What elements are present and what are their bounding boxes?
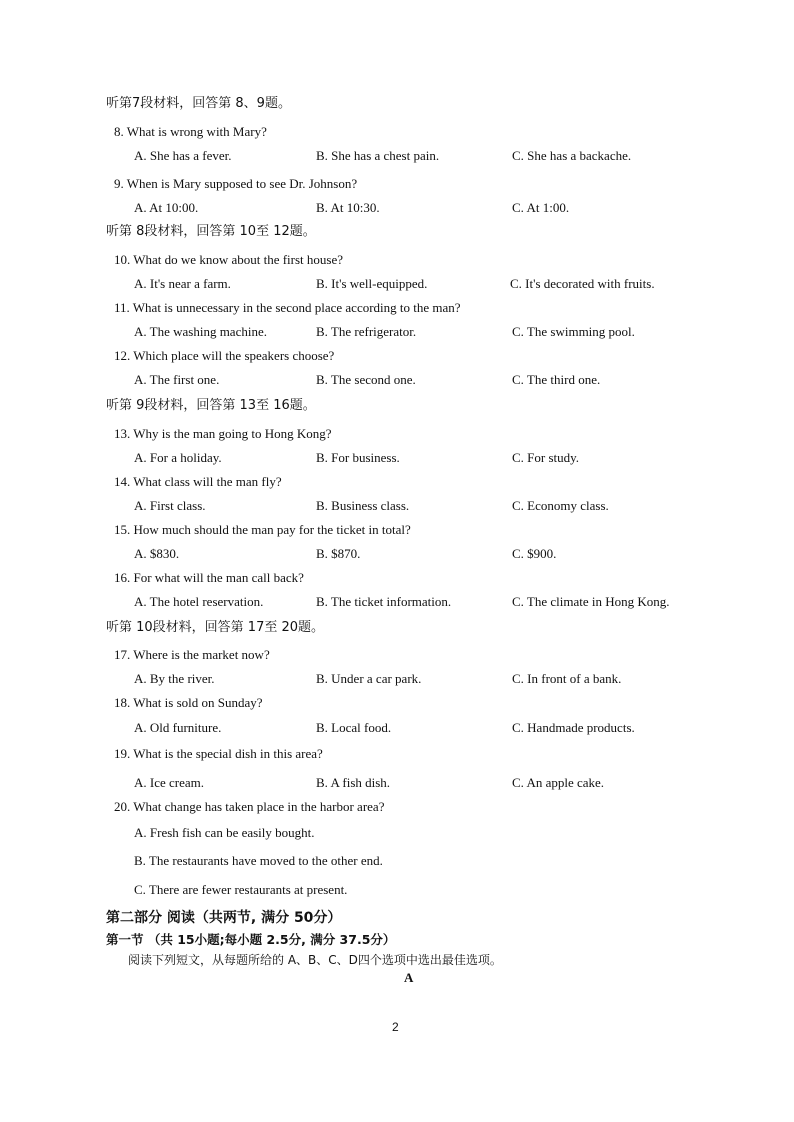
section-title: 第一节 （共 15小题;每小题 2.5分, 满分 37.5分）: [106, 932, 396, 947]
option-a: A. For a holiday.: [134, 450, 222, 465]
option-c: C. An apple cake.: [512, 775, 605, 790]
segment-heading: 听第 9段材料，回答第 13至 16题。: [106, 398, 316, 413]
option-b: B. It's well-equipped.: [316, 276, 428, 291]
option-c: C. The climate in Hong Kong.: [512, 594, 670, 609]
question-16: 16. For what will the man call back?: [114, 570, 304, 585]
option-c: C. For study.: [512, 450, 580, 465]
passage-label: A: [404, 970, 414, 985]
question-19: 19. What is the special dish in this area?: [114, 746, 323, 761]
option-a: A. The washing machine.: [134, 324, 267, 339]
option-a: A. At 10:00.: [134, 200, 199, 215]
question-20: 20. What change has taken place in the harbor area?: [114, 799, 385, 814]
question-17: 17. Where is the market now?: [114, 647, 270, 662]
option-a: A. $830.: [134, 546, 180, 561]
question-15: 15. How much should the man pay for the ticket in total?: [114, 522, 411, 537]
option-b: B. Under a car park.: [316, 671, 422, 686]
option-c: C. $900.: [512, 546, 557, 561]
option-c: C. Economy class.: [512, 498, 609, 513]
option-b: B. The refrigerator.: [316, 324, 417, 339]
option-a: A. By the river.: [134, 671, 215, 686]
option-b: B. Local food.: [316, 720, 392, 735]
option-b: B. She has a chest pain.: [316, 148, 440, 163]
part-title: 第二部分 阅读（共两节, 满分 50分）: [106, 910, 342, 926]
segment-heading: 听第7段材料，回答第 8、9题。: [106, 96, 291, 111]
segment-heading: 听第 8段材料，回答第 10至 12题。: [106, 224, 316, 239]
option-b: B. The second one.: [316, 372, 416, 387]
instruction-text: 阅读下列短文，从每题所给的 A、B、C、D四个选项中选出最佳选项。: [128, 953, 502, 967]
option-b: B. For business.: [316, 450, 400, 465]
option-a: A. Ice cream.: [134, 775, 205, 790]
option-b: B. Business class.: [316, 498, 410, 513]
option-b: B. A fish dish.: [316, 775, 391, 790]
question-9: 9. When is Mary supposed to see Dr. Johnson?: [114, 176, 358, 191]
question-8: 8. What is wrong with Mary?: [114, 124, 267, 139]
option-b: B. The restaurants have moved to the other end.: [134, 853, 383, 868]
question-13: 13. Why is the man going to Hong Kong?: [114, 426, 332, 441]
option-c: C. The swimming pool.: [512, 324, 635, 339]
option-b: B. At 10:30.: [316, 200, 380, 215]
option-a: A. The hotel reservation.: [134, 594, 264, 609]
option-b: B. $870.: [316, 546, 361, 561]
option-b: B. The ticket information.: [316, 594, 452, 609]
option-c: C. Handmade products.: [512, 720, 635, 735]
option-c: C. It's decorated with fruits.: [510, 276, 655, 291]
option-a: A. Fresh fish can be easily bought.: [134, 825, 315, 840]
option-a: A. Old furniture.: [134, 720, 222, 735]
question-14: 14. What class will the man fly?: [114, 474, 282, 489]
option-a: A. She has a fever.: [134, 148, 232, 163]
segment-heading: 听第 10段材料，回答第 17至 20题。: [106, 620, 325, 635]
page-number: 2: [392, 1020, 399, 1034]
question-18: 18. What is sold on Sunday?: [114, 695, 263, 710]
option-c: C. The third one.: [512, 372, 601, 387]
question-12: 12. Which place will the speakers choose?: [114, 348, 335, 363]
option-a: A. It's near a farm.: [134, 276, 231, 291]
question-10: 10. What do we know about the first house?: [114, 252, 344, 267]
option-c: C. At 1:00.: [512, 200, 570, 215]
question-11: 11. What is unnecessary in the second place according to the man?: [114, 300, 461, 315]
option-a: A. First class.: [134, 498, 206, 513]
option-c: C. In front of a bank.: [512, 671, 622, 686]
option-c: C. There are fewer restaurants at present.: [134, 882, 348, 897]
option-c: C. She has a backache.: [512, 148, 632, 163]
option-a: A. The first one.: [134, 372, 220, 387]
